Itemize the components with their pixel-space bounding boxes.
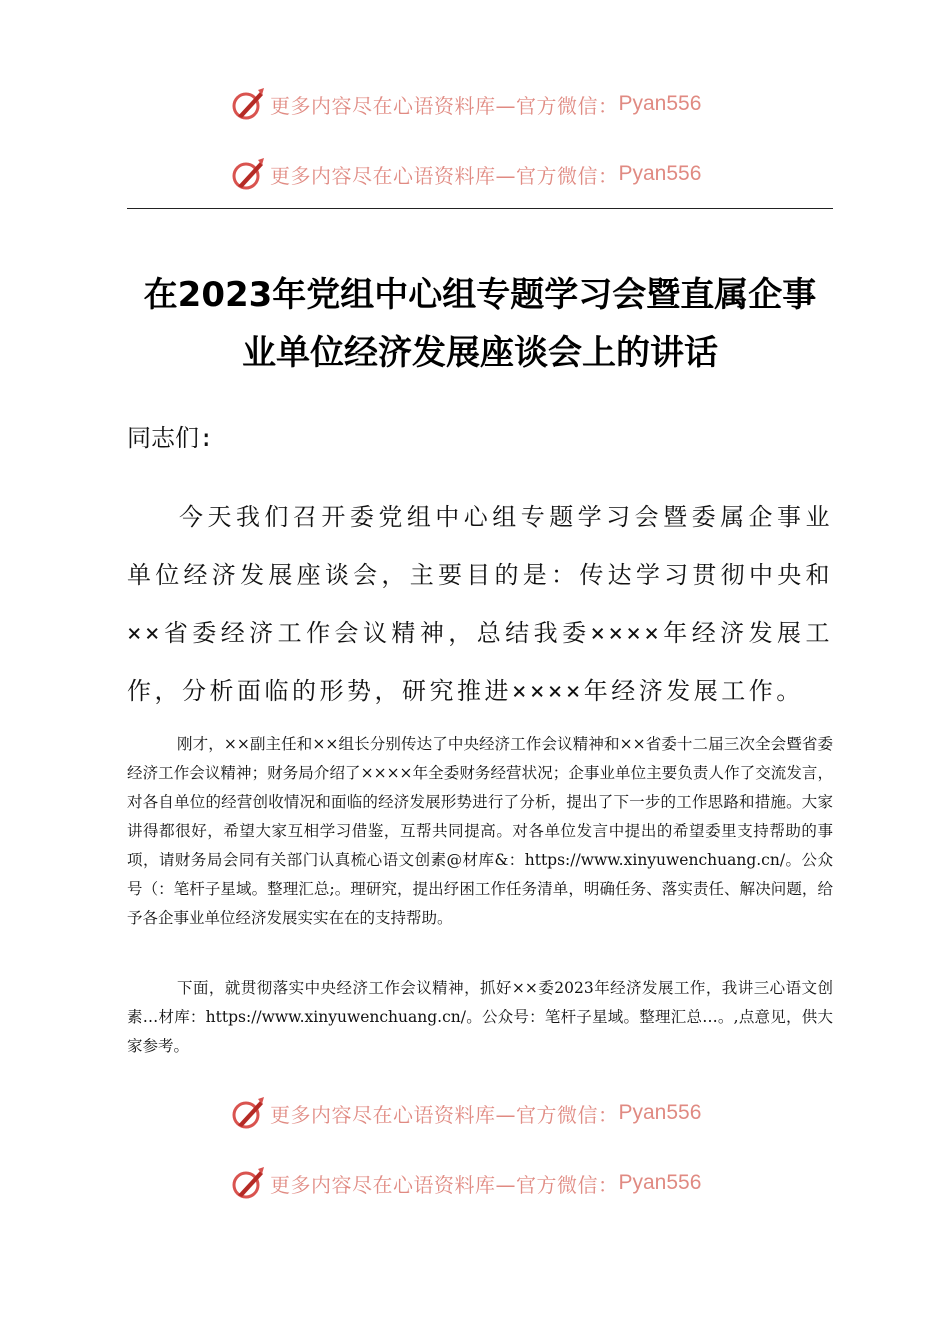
watermark-bottom-1 xyxy=(230,1093,701,1133)
watermark-wechat-id: Pyan556 xyxy=(618,1171,702,1194)
watermark-text: 更多内容尽在心语资料库—官方微信： xyxy=(270,1102,619,1127)
header-divider xyxy=(127,208,833,209)
opening-paragraph: 今天我们召开委党组中心组专题学习会暨委属企事业单位经济发展座谈会，主要目的是：传达学习贯彻中央和××省委经济工作会议精神，总结我委××××年经济发展工作，分析面临的形势，研究推进××××年经济发展工作。 xyxy=(127,503,833,705)
watermark-text: 更多内容尽在心语资料库—官方微信： xyxy=(270,163,619,188)
title-line-2: 业单位经济发展座谈会上的讲话 xyxy=(242,333,718,373)
quill-pen-logo-icon xyxy=(230,86,266,122)
watermark-wechat-id: Pyan556 xyxy=(618,162,702,185)
watermark-bottom-2 xyxy=(230,1163,701,1203)
quill-pen-logo-icon xyxy=(230,1165,266,1201)
title-line-1: 在2023年党组中心组专题学习会暨直属企事 xyxy=(143,275,817,315)
watermark-wechat-id: Pyan556 xyxy=(618,92,702,115)
quill-pen-logo-icon xyxy=(230,1095,266,1131)
body-paragraph-1: 刚才，××副主任和××组长分别传达了中央经济工作会议精神和××省委十二届三次全会暨省委经济工作会议精神；财务局介绍了××××年全委财务经营状况；企事业单位主要负责人作了交流发言，对各自单位的经营创收情况和面临的经济发展形势进行了分析，提出了下一步的工作思路和措施。大家讲得都很好，希望大家互相学习借鉴，互帮共同提高。对各单位发言中提出的希望委里支持帮助的事项，请财务局会同有关部门认真梳心语文创素@材库&：https://www.xinyuwenchuang.cn/。公众号（：笔杆子星域。整理汇总;。理研究，提出纾困工作任务清单，明确任务、落实责任、解决问题，给予各企事业单位经济发展实实在在的支持帮助。 xyxy=(127,735,833,927)
quill-pen-logo-icon xyxy=(230,156,266,192)
watermark-wechat-id: Pyan556 xyxy=(618,1101,702,1124)
watermark-text: 更多内容尽在心语资料库—官方微信： xyxy=(270,1172,619,1197)
salutation: 同志们: xyxy=(127,424,214,452)
document-title xyxy=(127,266,833,382)
watermark-top-2 xyxy=(230,154,701,194)
watermark-top-1 xyxy=(230,84,701,124)
body-paragraph-2: 下面，就贯彻落实中央经济工作会议精神，抓好××委2023年经济发展工作，我讲三心语文创素…材库：https://www.xinyuwenchuang.cn/。公众号：笔杆子星域。整理汇总…。,点意见，供大家参考。 xyxy=(127,979,833,1055)
watermark-text: 更多内容尽在心语资料库—官方微信： xyxy=(270,93,619,118)
